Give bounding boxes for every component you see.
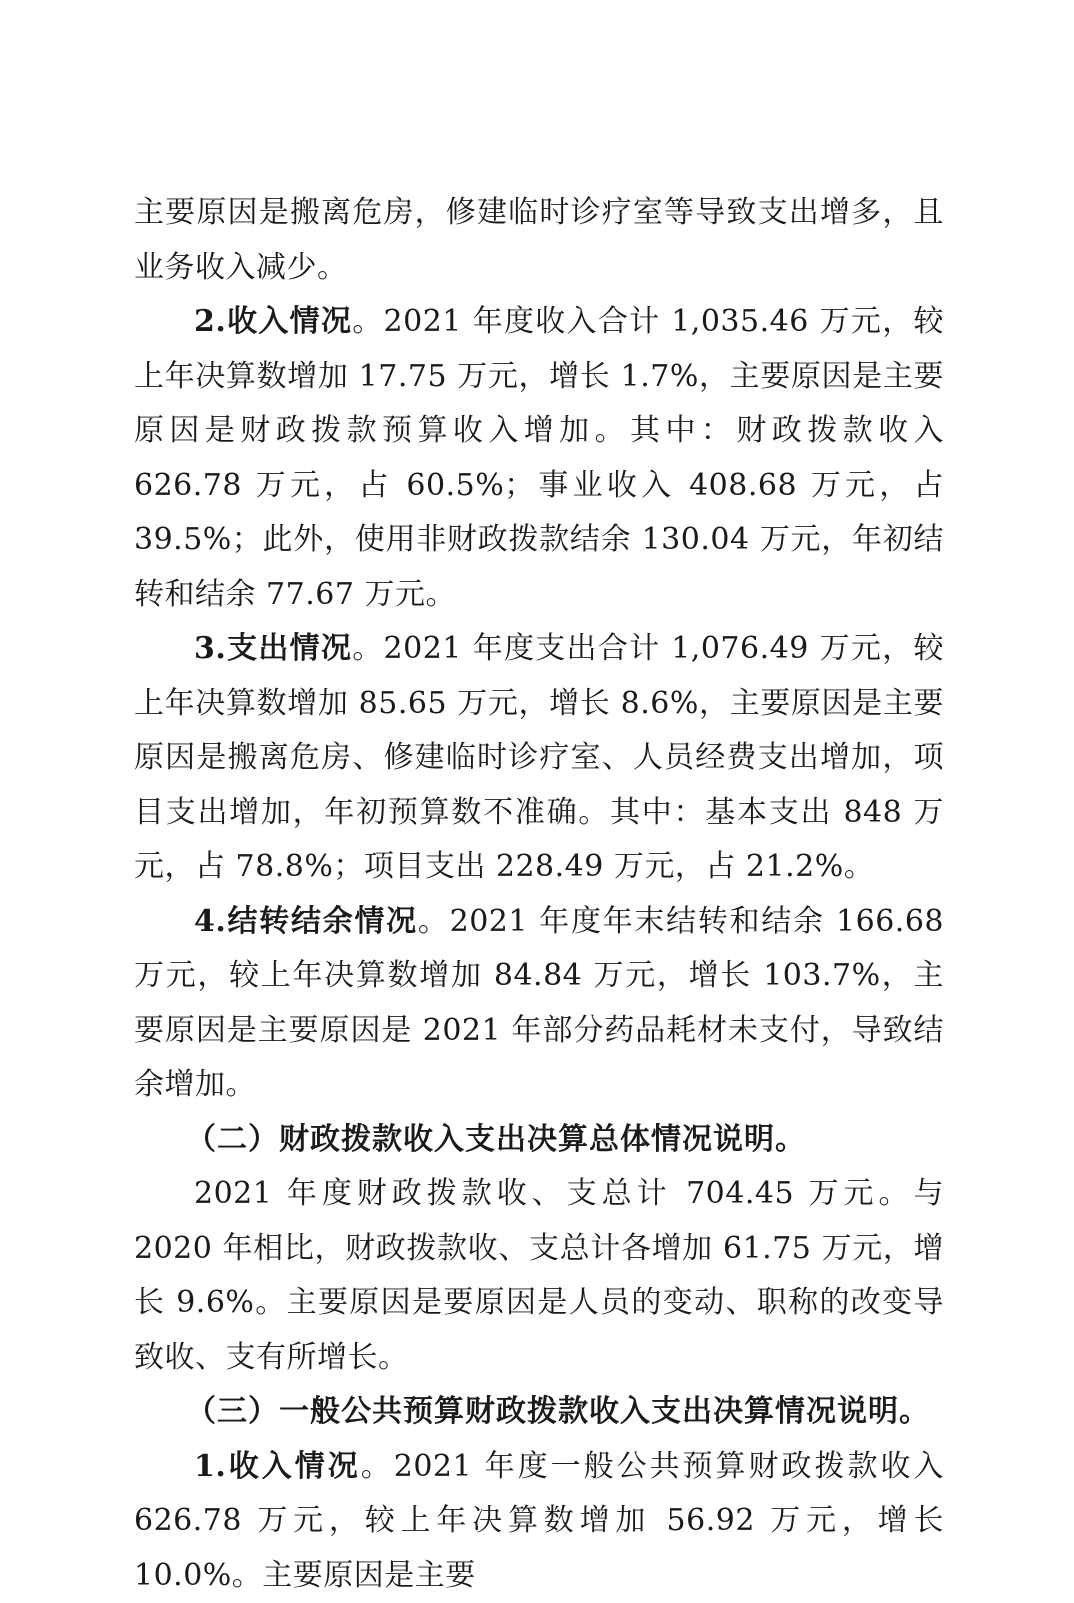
paragraph-carryover xyxy=(134,895,944,1113)
paragraph-expenditure xyxy=(134,622,944,895)
paragraph-continuation: 主要原因是搬离危房，修建临时诊疗室等导致支出增多，且业务收入减少。 xyxy=(134,186,944,295)
paragraph-fiscal-total: 2021 年度财政拨款收、支总计 704.45 万元。与 2020 年相比，财政拨款收、支总计各增加 61.75 万元，增长 9.6%。主要原因是要原因是人员的变动、职称的改变导致收、支有所增长。 xyxy=(134,1167,944,1385)
expenditure-text: 。2021 年度支出合计 1,076.49 万元，较上年决算数增加 85.65 万元，增长 8.6%，主要原因是主要原因是搬离危房、修建临时诊疗室、人员经费支出增加，项目支出增加，年初预算数不准确。其中：基本支出 848 万元，占 78.8%；项目支出 228.49 万元，占 21.2%。 xyxy=(134,631,944,884)
document-page xyxy=(134,186,944,1496)
section-heading-3: （三）一般公共预算财政拨款收入支出决算情况说明。 xyxy=(134,1385,944,1440)
paragraph-public-budget-income xyxy=(134,1440,944,1603)
public-budget-income-heading: 1.收入情况 xyxy=(194,1449,361,1484)
paragraph-income xyxy=(134,295,944,622)
carryover-heading: 4.结转结余情况 xyxy=(194,904,418,939)
income-text: 。2021 年度收入合计 1,035.46 万元，较上年决算数增加 17.75 万元，增长 1.7%，主要原因是主要原因是财政拨款预算收入增加。其中：财政拨款收入 626.78 万元，占 60.5%；事业收入 408.68 万元，占 39.5%；此外，使用非财政拨款结余 130.04 万元，年初结转和结余 77.67 万元。 xyxy=(134,304,944,612)
expenditure-heading: 3.支出情况 xyxy=(194,631,352,666)
public-budget-income-text: 。2021 年度一般公共预算财政拨款收入 626.78 万元，较上年决算数增加 56.92 万元，增长 10.0%。主要原因是主要 xyxy=(134,1449,944,1593)
section-heading-2: （二）财政拨款收入支出决算总体情况说明。 xyxy=(134,1113,944,1168)
income-heading: 2.收入情况 xyxy=(194,304,352,339)
carryover-text: 。2021 年度年末结转和结余 166.68 万元，较上年决算数增加 84.84 万元，增长 103.7%，主要原因是主要原因是 2021 年部分药品耗材未支付，导致结余增加。 xyxy=(134,904,944,1103)
